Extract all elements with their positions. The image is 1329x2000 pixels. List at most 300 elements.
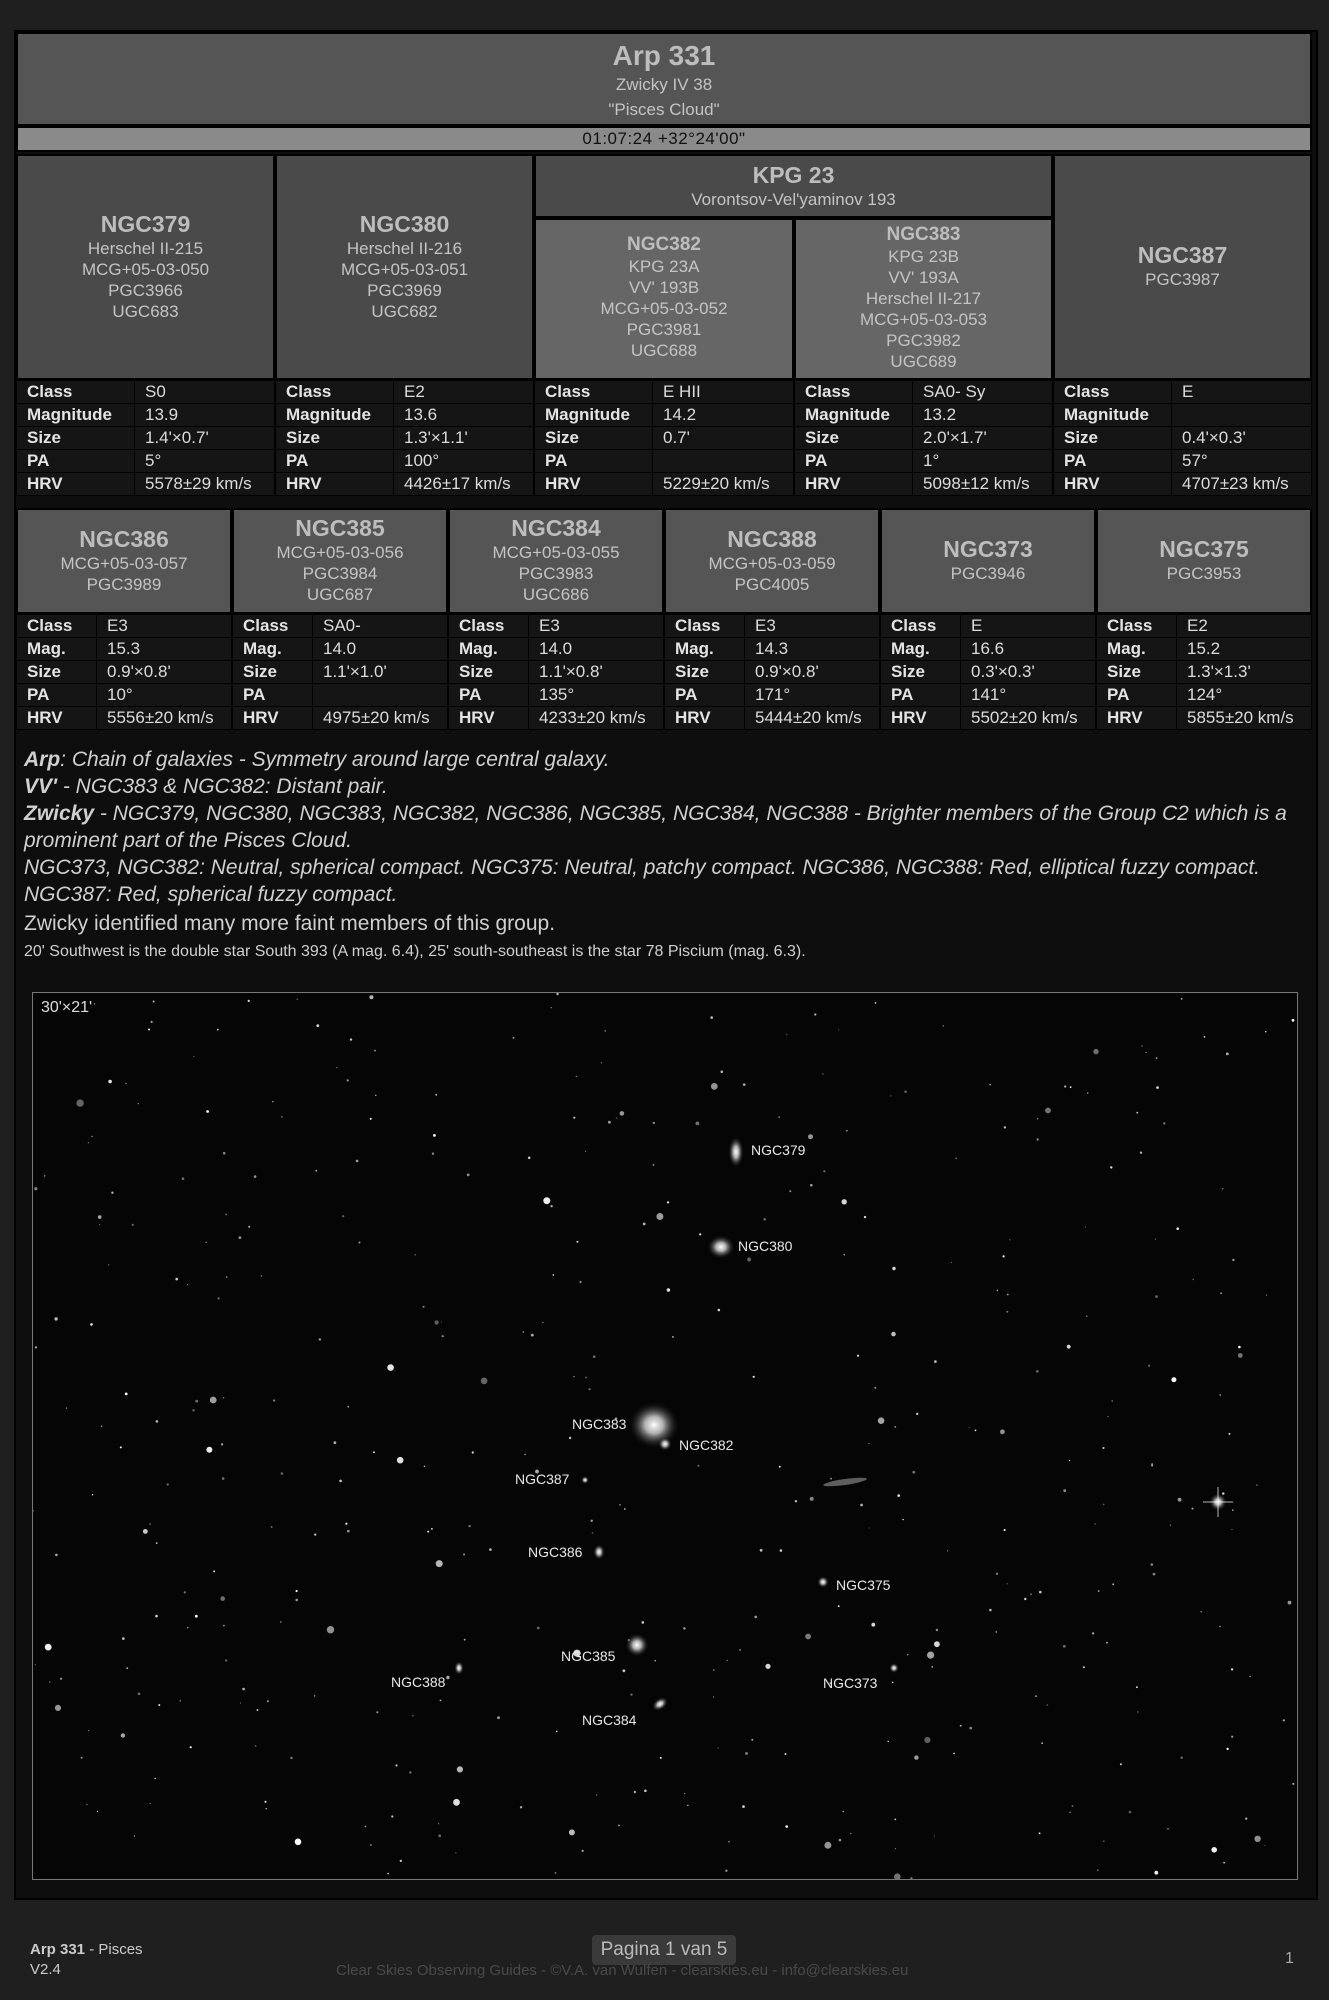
value-size: 1.3'×1.1' <box>394 427 534 450</box>
value-class: S0 <box>135 381 275 404</box>
background-star <box>1103 1504 1104 1505</box>
background-star <box>297 999 298 1000</box>
galaxy-id: MCG+05-03-051 <box>340 260 469 279</box>
background-star <box>754 1616 757 1619</box>
background-star <box>1146 1052 1147 1053</box>
value-pa: 5° <box>135 450 275 473</box>
background-star <box>296 1590 298 1592</box>
label-ngc384: NGC384 <box>582 1712 637 1728</box>
background-star <box>1148 1365 1150 1367</box>
background-star <box>213 1570 215 1572</box>
note-plain: Zwicky identified many more faint members of this group. <box>24 912 556 935</box>
background-star <box>1063 1489 1066 1492</box>
background-star <box>1094 1523 1095 1524</box>
footer-title: Arp 331 <box>30 1941 86 1958</box>
background-star <box>44 1175 45 1176</box>
galaxy-card-ngc386 <box>16 508 232 614</box>
label-ngc373: NGC373 <box>823 1675 878 1691</box>
background-star <box>713 1669 715 1671</box>
background-star <box>1007 1583 1008 1584</box>
label-pa: PA <box>665 684 745 707</box>
background-star <box>1288 1601 1292 1605</box>
background-star <box>1283 1719 1285 1721</box>
background-star <box>347 1079 349 1081</box>
background-star <box>528 1157 531 1160</box>
background-star <box>1004 1126 1006 1128</box>
background-star <box>895 1848 896 1849</box>
galaxy-id: PGC3984 <box>302 564 378 583</box>
background-star <box>167 1483 169 1485</box>
background-star <box>464 1639 466 1641</box>
background-star <box>1111 1400 1113 1402</box>
background-star <box>892 1267 895 1270</box>
label-magnitude: Magnitude <box>535 404 653 427</box>
background-star <box>1007 1294 1009 1296</box>
galaxy-id: PGC3969 <box>367 281 442 300</box>
background-star <box>1037 1118 1038 1119</box>
background-star <box>271 1526 273 1528</box>
background-star <box>210 1397 217 1404</box>
background-star <box>727 1660 728 1661</box>
background-star <box>221 1443 223 1445</box>
background-star <box>1129 1811 1132 1814</box>
background-star <box>1211 1847 1217 1853</box>
galaxy-ngc379-blob <box>728 1136 744 1168</box>
galaxy-card-ngc388 <box>664 508 880 614</box>
background-star <box>151 1021 153 1023</box>
background-star <box>370 1844 372 1846</box>
galaxy-id: MCG+05-03-056 <box>276 543 404 562</box>
galaxy-ngc385-blob <box>625 1633 649 1657</box>
background-star <box>891 1332 896 1337</box>
background-star <box>789 1190 791 1192</box>
background-star <box>60 1678 62 1680</box>
value-class: E3 <box>97 615 232 638</box>
label-hrv: HRV <box>17 707 97 730</box>
background-star <box>148 1029 150 1031</box>
background-star <box>34 1187 37 1190</box>
background-star <box>543 1197 550 1204</box>
background-star <box>585 1151 586 1152</box>
background-star <box>1232 1509 1233 1510</box>
background-star <box>248 1000 250 1002</box>
background-star <box>375 1095 376 1096</box>
background-star <box>257 1709 259 1711</box>
background-star <box>1254 1836 1260 1842</box>
background-star <box>206 1110 209 1113</box>
background-star <box>765 1664 770 1669</box>
page-indicator[interactable]: Pagina 1 van 5 <box>592 1935 736 1965</box>
background-star <box>1047 1704 1049 1706</box>
background-star <box>810 1497 814 1501</box>
background-star <box>1098 1590 1100 1592</box>
background-star <box>122 1637 125 1640</box>
background-star <box>871 1623 875 1627</box>
label-ngc388: NGC388 <box>391 1674 446 1690</box>
background-star <box>265 1808 267 1810</box>
background-star <box>90 1323 93 1326</box>
value-pa: 141° <box>961 684 1096 707</box>
background-star <box>374 1050 376 1052</box>
background-star <box>667 1201 669 1203</box>
label-magnitude: Magnitude <box>276 404 394 427</box>
background-star <box>989 1609 992 1612</box>
kpg-header <box>534 154 1053 218</box>
value-hrv: 4975±20 km/s <box>313 707 448 730</box>
background-star <box>88 1142 89 1143</box>
background-star <box>55 1705 61 1711</box>
background-star <box>644 1790 647 1793</box>
background-star <box>126 1667 128 1669</box>
value-hrv: 4426±17 km/s <box>394 473 534 496</box>
background-star <box>222 1477 225 1480</box>
value-size: 0.4'×0.3' <box>1172 427 1312 450</box>
coordinates: 01:07:24 +32°24'00" <box>582 129 746 148</box>
galaxy-id: PGC3987 <box>1145 270 1220 289</box>
background-star <box>1102 1447 1104 1449</box>
background-star <box>395 1764 397 1766</box>
background-star <box>1036 1370 1039 1373</box>
label-size: Size <box>17 427 135 450</box>
background-star <box>620 1111 625 1116</box>
background-star <box>1231 1529 1232 1530</box>
background-star <box>1039 1591 1042 1594</box>
background-star <box>339 1480 342 1483</box>
value-size: 0.9'×0.8' <box>97 661 232 684</box>
background-star <box>542 1322 543 1323</box>
background-star <box>226 1276 227 1277</box>
note-vv <box>24 773 1304 800</box>
background-star <box>1004 1529 1006 1531</box>
galaxy-id: PGC3966 <box>108 281 183 300</box>
background-star <box>969 1727 972 1730</box>
background-star <box>846 1130 847 1131</box>
background-star <box>1176 1227 1179 1230</box>
background-star <box>814 1013 816 1015</box>
data-table-ngc386 <box>16 614 232 730</box>
value-magnitude: 13.6 <box>394 404 534 427</box>
background-star <box>785 1825 788 1828</box>
background-star <box>195 1400 198 1403</box>
background-star <box>55 1554 58 1557</box>
background-star <box>934 1835 935 1836</box>
background-star <box>359 1242 361 1244</box>
background-star <box>433 1134 436 1137</box>
data-table-ngc383 <box>794 380 1053 496</box>
footer-constellation: - Pisces <box>85 1941 143 1958</box>
galaxy-ngc388-blob <box>454 1661 464 1675</box>
page-number: 1 <box>1285 1950 1294 1967</box>
background-star <box>319 1338 321 1340</box>
label-class: Class <box>1054 381 1172 404</box>
background-star <box>132 1224 134 1226</box>
data-table-ngc375 <box>1096 614 1312 730</box>
background-star <box>1223 1862 1225 1864</box>
value-class: E3 <box>745 615 880 638</box>
background-star <box>576 1241 578 1243</box>
background-star <box>400 1860 402 1862</box>
background-star <box>1229 1433 1231 1435</box>
value-pa: 124° <box>1177 684 1312 707</box>
background-star <box>1266 1294 1267 1295</box>
background-star <box>432 1153 434 1155</box>
background-star <box>280 1621 282 1623</box>
background-star <box>951 1262 952 1263</box>
value-class: E HII <box>653 381 794 404</box>
galaxy-id: UGC682 <box>371 302 438 321</box>
background-star <box>1238 1353 1243 1358</box>
page-title: Arp 331 <box>612 40 716 71</box>
background-star <box>1107 1416 1108 1417</box>
galaxy-id: MCG+05-03-059 <box>708 554 836 573</box>
background-star <box>254 1175 257 1178</box>
galaxy-ngc382-blob <box>658 1437 672 1451</box>
note-zwicky <box>24 800 1304 854</box>
galaxy-card-ngc384 <box>448 508 664 614</box>
background-star <box>569 1437 571 1439</box>
background-star <box>1151 1465 1153 1467</box>
label-mag: Mag. <box>449 638 529 661</box>
background-star <box>1156 1057 1158 1059</box>
background-star <box>281 1116 283 1118</box>
background-star <box>786 1034 787 1035</box>
background-star <box>1163 1122 1165 1124</box>
kpg-subtitle: Vorontsov-Vel'yaminov 193 <box>691 190 896 209</box>
background-star <box>553 1274 555 1276</box>
background-star <box>1136 1112 1138 1114</box>
label-mag: Mag. <box>665 638 745 661</box>
value-pa: 57° <box>1172 450 1312 473</box>
background-star <box>850 1833 851 1834</box>
background-star <box>955 1158 957 1160</box>
background-star <box>904 1091 906 1093</box>
background-star <box>369 995 373 999</box>
background-star <box>743 1083 746 1086</box>
background-star <box>888 1741 889 1742</box>
background-star <box>1154 1871 1158 1875</box>
background-star <box>195 1615 198 1618</box>
galaxy-name: NGC384 <box>511 515 601 541</box>
note-text: - NGC379, NGC380, NGC383, NGC382, NGC386, NGC385, NGC384, NGC388 - Brighter members of the Group C2 which is a prominent part of the Pisces Cloud. <box>24 802 1287 852</box>
background-star <box>347 1530 350 1533</box>
background-star <box>45 1644 52 1651</box>
background-star <box>601 1062 602 1063</box>
background-star <box>327 1626 334 1633</box>
background-star <box>579 1281 581 1283</box>
header-nickname: "Pisces Cloud" <box>608 100 720 119</box>
background-star <box>902 1519 903 1520</box>
background-star <box>550 1205 552 1207</box>
background-star <box>217 1029 219 1031</box>
background-star <box>1292 1783 1294 1785</box>
value-pa <box>313 684 448 707</box>
background-star <box>66 1408 67 1409</box>
background-star <box>894 1873 901 1879</box>
label-class: Class <box>233 615 313 638</box>
background-star <box>1086 1316 1087 1317</box>
value-class: E <box>961 615 1096 638</box>
galaxy-id: Herschel II-215 <box>87 239 204 258</box>
galaxy-id: UGC687 <box>306 585 374 604</box>
background-star <box>996 1631 997 1632</box>
value-magnitude: 13.9 <box>135 404 275 427</box>
background-star <box>710 1016 713 1019</box>
background-star <box>240 1703 241 1704</box>
label-hrv: HRV <box>449 707 529 730</box>
background-star <box>440 1700 442 1702</box>
galaxy-card-ngc387 <box>1053 154 1312 380</box>
background-star <box>427 1531 429 1533</box>
background-star <box>839 1839 842 1842</box>
galaxy-name: NGC379 <box>100 211 191 237</box>
background-star <box>780 1549 783 1552</box>
galaxy-ngc387-blob <box>581 1476 589 1484</box>
background-star <box>192 1409 194 1411</box>
galaxy-id: PGC3982 <box>886 331 961 350</box>
background-star <box>49 1681 50 1682</box>
value-magnitude: 14.3 <box>745 638 880 661</box>
label-size: Size <box>535 427 653 450</box>
background-star <box>1072 1805 1074 1807</box>
background-star <box>520 1806 522 1808</box>
note-description: NGC373, NGC382: Neutral, spherical compact. NGC375: Neutral, patchy compact. NGC386, NGC388: Red, elliptical fuzzy compact. NGC387: Red, spherical fuzzy compact. <box>24 856 1261 906</box>
background-star <box>830 1478 832 1480</box>
label-mag: Mag. <box>233 638 313 661</box>
background-star <box>721 1070 724 1073</box>
background-star <box>711 1083 718 1090</box>
background-star <box>687 1805 688 1806</box>
background-star <box>667 1288 671 1292</box>
background-star <box>76 1099 83 1106</box>
background-star <box>779 1117 780 1118</box>
data-table-ngc387 <box>1053 380 1312 496</box>
background-star <box>953 1753 955 1755</box>
background-star <box>513 1037 515 1039</box>
background-star <box>1064 1085 1066 1087</box>
label-hrv: HRV <box>1054 473 1172 496</box>
background-star <box>1226 1053 1229 1056</box>
label-size: Size <box>795 427 913 450</box>
background-star <box>424 1466 425 1467</box>
background-star <box>864 1216 866 1218</box>
background-star <box>125 1393 128 1396</box>
background-star <box>713 1697 714 1698</box>
background-star <box>438 1823 439 1824</box>
data-table-ngc385 <box>232 614 448 730</box>
background-star <box>435 1320 439 1324</box>
value-size: 2.0'×1.7' <box>913 427 1053 450</box>
note-text: - NGC383 & NGC382: Distant pair. <box>57 775 388 798</box>
galaxy-id: PGC3983 <box>518 564 594 583</box>
background-star <box>878 1417 885 1424</box>
background-star <box>760 1549 763 1552</box>
galaxy-name: NGC383 <box>886 224 961 245</box>
label-class: Class <box>17 381 135 404</box>
background-star <box>779 1466 781 1468</box>
footer-left <box>30 1940 143 1980</box>
background-star <box>1069 1460 1070 1461</box>
background-star <box>822 1073 824 1075</box>
value-magnitude: 14.0 <box>313 638 448 661</box>
background-star <box>97 1811 98 1812</box>
value-size: 0.3'×0.3' <box>961 661 1096 684</box>
background-star <box>265 1801 267 1803</box>
background-star <box>225 1214 227 1216</box>
background-star <box>336 1067 337 1068</box>
galaxy-id: MCG+05-03-057 <box>60 554 188 573</box>
background-star <box>120 1446 122 1448</box>
label-magnitude: Magnitude <box>1054 404 1172 427</box>
background-star <box>892 1682 894 1684</box>
background-star <box>92 1494 93 1495</box>
background-star <box>441 1322 442 1323</box>
background-star <box>1000 1429 1005 1434</box>
background-star <box>412 1715 414 1717</box>
galaxy-ngc384-blob <box>649 1694 671 1714</box>
background-star <box>795 1500 797 1502</box>
galaxy-id: PGC3946 <box>950 564 1026 583</box>
background-star <box>556 1731 558 1733</box>
label-hrv: HRV <box>233 707 313 730</box>
label-mag: Mag. <box>1097 638 1177 661</box>
label-ngc375: NGC375 <box>836 1577 891 1593</box>
background-star <box>763 1218 766 1221</box>
label-class: Class <box>449 615 529 638</box>
galaxy-id: UGC689 <box>890 352 957 371</box>
background-star <box>387 1873 388 1874</box>
notes-section <box>14 742 1314 970</box>
data-table-ngc388 <box>664 614 880 730</box>
label-pa: PA <box>233 684 313 707</box>
background-star <box>551 1007 552 1008</box>
background-star <box>409 1771 411 1773</box>
background-star <box>33 1510 34 1511</box>
background-star <box>653 1164 655 1166</box>
value-magnitude: 16.6 <box>961 638 1096 661</box>
value-class: E <box>1172 381 1312 404</box>
background-star <box>242 1688 245 1691</box>
value-size: 1.4'×0.7' <box>135 427 275 450</box>
background-star <box>696 1122 700 1126</box>
background-star <box>589 1388 591 1390</box>
background-star <box>1153 1573 1156 1576</box>
background-star <box>747 1257 751 1261</box>
background-star <box>1181 998 1183 1000</box>
background-star <box>1097 1869 1099 1871</box>
background-star <box>314 1534 316 1536</box>
background-star <box>582 1850 584 1852</box>
galaxy-id: VV' 193A <box>888 268 959 287</box>
label-size: Size <box>276 427 394 450</box>
background-star <box>531 1334 534 1337</box>
value-magnitude: 13.2 <box>913 404 1053 427</box>
background-star <box>1137 1711 1138 1712</box>
field-of-view: 30'×21' <box>41 999 93 1016</box>
background-star <box>272 1101 273 1102</box>
background-star <box>1087 1092 1088 1093</box>
background-star <box>1141 1045 1142 1046</box>
value-class: SA0- <box>313 615 448 638</box>
background-star <box>875 1002 877 1004</box>
background-star <box>98 1215 102 1219</box>
galaxy-card-ngc382 <box>534 218 794 380</box>
value-pa <box>653 450 794 473</box>
label-magnitude: Magnitude <box>17 404 135 427</box>
galaxy-ngc375-blob <box>817 1576 829 1588</box>
background-star <box>35 1664 36 1665</box>
background-star <box>455 1853 456 1854</box>
background-star <box>931 1666 933 1668</box>
